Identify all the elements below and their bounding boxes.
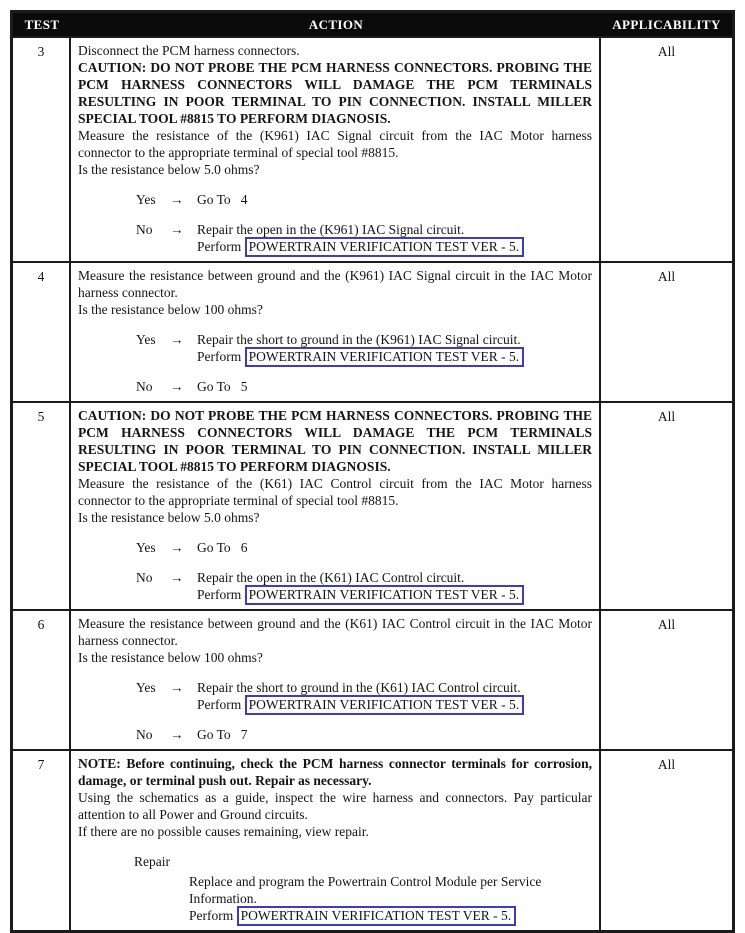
action-text: Is the resistance below 100 ohms? (78, 650, 263, 665)
decision-result-line: Repair the short to ground in the (K61) IAC Control circuit. (197, 680, 521, 695)
caution-text: CAUTION: DO NOT PROBE THE PCM HARNESS CONNECTORS. PROBING THE PCM HARNESS CONNECTORS WILL DAMAGE THE PCM TERMINALS RESULTING IN POOR TERMINAL TO PIN CONNECTION. INSTALL MILLER SPECIAL TOOL #8815 TO PERFORM DIAGNOSIS. (78, 408, 592, 474)
action-cell (71, 38, 601, 261)
decision-result-line: Go To 5 (197, 379, 248, 394)
decision-label: Repair (134, 854, 170, 869)
action-cell (71, 611, 601, 749)
applicability-value: All (657, 44, 676, 59)
decision-result-lines (197, 539, 592, 556)
diagnostic-test-table (10, 10, 735, 933)
test-step-number: 5 (13, 403, 71, 609)
decision-result-lines (197, 221, 592, 255)
decision-branch (78, 569, 592, 603)
decision-label: Yes (136, 680, 156, 695)
applicability-value: All (657, 617, 676, 632)
decision-branch (78, 679, 592, 713)
caution-text: NOTE: Before continuing, check the PCM harness connector terminals for corrosion, damage, or terminal push out. Repair as necessary. (78, 756, 592, 788)
decision-result-lines (197, 679, 592, 713)
test-step-row (13, 609, 732, 749)
arrow-right-icon: → (170, 570, 184, 585)
table-body (13, 36, 732, 930)
action-text: Measure the resistance between ground and the (K61) IAC Control circuit in the IAC Motor harness connector. (78, 616, 592, 648)
arrow-right-icon: → (170, 192, 184, 207)
decision-label: Yes (136, 540, 156, 555)
decision-result-line: Perform POWERTRAIN VERIFICATION TEST VER - 5. (197, 586, 592, 603)
decision-branch (78, 378, 592, 395)
applicability-value: All (657, 269, 676, 284)
test-step-number: 3 (13, 38, 71, 261)
test-step-number: 7 (13, 751, 71, 930)
decision-result-lines (197, 378, 592, 395)
decision-label: No (136, 379, 153, 394)
action-cell (71, 751, 601, 930)
decision-branch (78, 726, 592, 743)
column-header-test: TEST (24, 17, 60, 32)
action-text: Measure the resistance of the (K61) IAC Control circuit from the IAC Motor harness connector to the appropriate terminal of special tool #8815. (78, 476, 592, 508)
test-step-row (13, 401, 732, 609)
column-header-action: ACTION (308, 17, 364, 32)
decision-branch (78, 853, 592, 924)
applicability-value: All (657, 757, 676, 772)
powertrain-verification-test-link[interactable]: POWERTRAIN VERIFICATION TEST VER - 5. (245, 585, 524, 605)
decision-label: No (136, 570, 153, 585)
decision-label: No (136, 222, 153, 237)
action-text: Measure the resistance of the (K961) IAC Signal circuit from the IAC Motor harness connector to the appropriate terminal of special tool #8815. (78, 128, 592, 160)
decision-result-line: Perform POWERTRAIN VERIFICATION TEST VER - 5. (197, 696, 592, 713)
caution-text: CAUTION: DO NOT PROBE THE PCM HARNESS CONNECTORS. PROBING THE PCM HARNESS CONNECTORS WILL DAMAGE THE PCM TERMINALS RESULTING IN POOR TERMINAL TO PIN CONNECTION. INSTALL MILLER SPECIAL TOOL #8815 TO PERFORM DIAGNOSIS. (78, 60, 592, 126)
decision-result-line: Perform POWERTRAIN VERIFICATION TEST VER - 5. (197, 348, 592, 365)
action-text: Is the resistance below 5.0 ohms? (78, 510, 260, 525)
decision-result-line: Go To 7 (197, 727, 248, 742)
applicability-value: All (657, 409, 676, 424)
arrow-right-icon: → (170, 680, 184, 695)
decision-result-lines (189, 873, 592, 924)
action-text: Using the schematics as a guide, inspect the wire harness and connectors. Pay particular attention to all Power and Ground circuits. (78, 790, 592, 822)
test-step-row (13, 36, 732, 261)
decision-label: No (136, 727, 153, 742)
decision-branch (78, 331, 592, 365)
decision-result-line: Perform POWERTRAIN VERIFICATION TEST VER - 5. (197, 238, 592, 255)
decision-result-line: Repair the open in the (K61) IAC Control circuit. (197, 570, 465, 585)
decision-result-lines (197, 726, 592, 743)
action-text: Is the resistance below 5.0 ohms? (78, 162, 260, 177)
decision-result-line: Replace and program the Powertrain Control Module per Service Information. (189, 874, 545, 906)
decision-branch (78, 221, 592, 255)
test-step-row (13, 261, 732, 401)
powertrain-verification-test-link[interactable]: POWERTRAIN VERIFICATION TEST VER - 5. (245, 237, 524, 257)
decision-label: Yes (136, 332, 156, 347)
test-step-number: 4 (13, 263, 71, 401)
decision-result-line: Go To 6 (197, 540, 248, 555)
action-cell (71, 263, 601, 401)
arrow-right-icon: → (170, 332, 184, 347)
decision-result-line: Go To 4 (197, 192, 248, 207)
decision-result-lines (197, 569, 592, 603)
action-text: If there are no possible causes remaining, view repair. (78, 824, 369, 839)
decision-result-lines (197, 191, 592, 208)
decision-branch (78, 539, 592, 556)
arrow-right-icon: → (170, 540, 184, 555)
test-step-number: 6 (13, 611, 71, 749)
arrow-right-icon: → (170, 379, 184, 394)
decision-result-lines (197, 331, 592, 365)
action-cell (71, 403, 601, 609)
arrow-right-icon: → (170, 727, 184, 742)
table-header-row (13, 13, 732, 36)
powertrain-verification-test-link[interactable]: POWERTRAIN VERIFICATION TEST VER - 5. (237, 906, 516, 926)
action-text: Disconnect the PCM harness connectors. (78, 43, 300, 58)
decision-label: Yes (136, 192, 156, 207)
powertrain-verification-test-link[interactable]: POWERTRAIN VERIFICATION TEST VER - 5. (245, 347, 524, 367)
column-header-applicability: APPLICABILITY (612, 17, 721, 32)
test-step-row (13, 749, 732, 930)
powertrain-verification-test-link[interactable]: POWERTRAIN VERIFICATION TEST VER - 5. (245, 695, 524, 715)
decision-result-line: Perform POWERTRAIN VERIFICATION TEST VER - 5. (189, 907, 592, 924)
decision-branch (78, 191, 592, 208)
action-text: Is the resistance below 100 ohms? (78, 302, 263, 317)
decision-result-line: Repair the short to ground in the (K961) IAC Signal circuit. (197, 332, 521, 347)
action-text: Measure the resistance between ground and the (K961) IAC Signal circuit in the IAC Motor harness connector. (78, 268, 592, 300)
decision-result-line: Repair the open in the (K961) IAC Signal circuit. (197, 222, 465, 237)
arrow-right-icon: → (170, 222, 184, 237)
